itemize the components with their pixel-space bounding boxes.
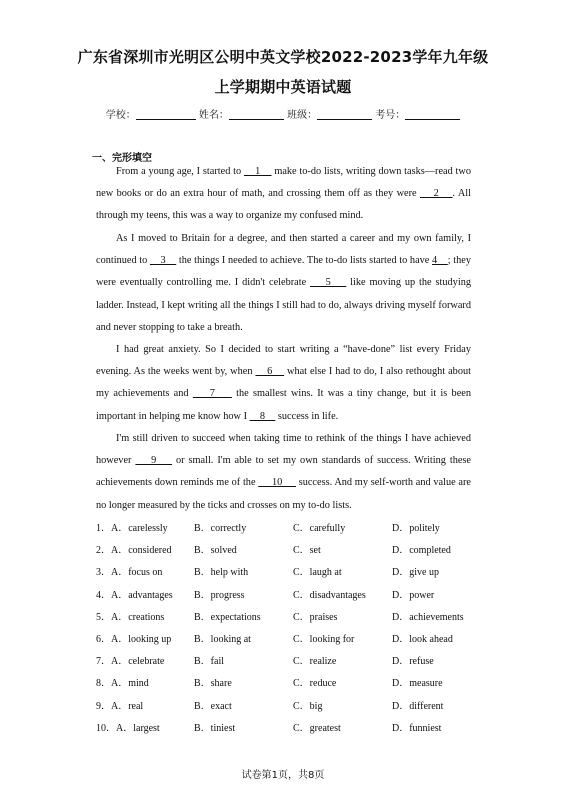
class-label: 班级：	[287, 110, 318, 121]
name-label: 姓名：	[198, 110, 229, 121]
passage-text: From a young age, I started to	[116, 166, 244, 177]
option-b[interactable]: B．solved	[194, 545, 237, 557]
option-a[interactable]: 3．A．focus on	[96, 567, 163, 579]
option-c[interactable]: C．looking for	[293, 633, 355, 645]
option-d[interactable]: D．give up	[392, 567, 439, 579]
question-options-row	[96, 651, 496, 673]
question-options-row	[96, 629, 496, 651]
option-d[interactable]: D．refuse	[392, 656, 434, 668]
passage-text: what else I had to do, I also rethought about my achievements and	[96, 366, 471, 400]
option-c[interactable]: C．set	[293, 545, 321, 557]
answer-blank[interactable]: 9	[135, 455, 173, 467]
page-footer: 试卷第1页，共8页	[241, 770, 325, 781]
option-b[interactable]: B．help with	[194, 567, 249, 579]
section-title: 一、完形填空	[92, 153, 152, 164]
option-d[interactable]: D．different	[392, 700, 444, 712]
option-c[interactable]: C．realize	[293, 656, 337, 668]
option-d[interactable]: D．politely	[392, 523, 440, 534]
question-options-row	[96, 718, 496, 740]
option-d[interactable]: D．achievements	[392, 611, 464, 623]
option-c[interactable]: C．carefully	[293, 523, 346, 534]
question-options-row	[96, 585, 496, 607]
option-b[interactable]: B．fail	[194, 656, 224, 668]
exam-no-label: 考号：	[375, 110, 406, 121]
passage-text: or small. I'm able to set my own standards of success. Writing these achievements down reminds me of the	[96, 455, 471, 489]
passage-paragraph	[96, 161, 471, 228]
question-options-row	[96, 607, 496, 629]
options-list	[96, 518, 496, 740]
answer-blank[interactable]: 8	[249, 410, 276, 422]
answer-blank[interactable]: 5	[310, 277, 347, 289]
answer-blank[interactable]: 1	[243, 166, 272, 177]
option-d[interactable]: D．funniest	[392, 722, 442, 734]
answer-blank[interactable]: 6	[255, 366, 285, 378]
question-options-row	[96, 518, 496, 540]
school-label: 学校：	[105, 110, 136, 121]
option-c[interactable]: C．big	[293, 700, 323, 712]
option-c[interactable]: C．laugh at	[293, 567, 342, 579]
option-d[interactable]: D．measure	[392, 678, 443, 690]
passage-text: I had great anxiety. So I decided to start writing a “have-done” list every Friday evening. As the weeks went by, when	[96, 344, 471, 378]
student-info-row	[0, 106, 566, 121]
option-c[interactable]: C．disadvantages	[293, 589, 366, 601]
question-options-row	[96, 562, 496, 584]
option-b[interactable]: B．share	[194, 678, 232, 690]
option-a[interactable]: 1．A．carelessly	[96, 523, 168, 534]
option-a[interactable]: 6．A．looking up	[96, 633, 172, 645]
exam-no-blank[interactable]	[405, 109, 460, 120]
answer-blank[interactable]: 3	[149, 255, 177, 267]
passage-text: . All through my teens, this was a way to organize my confused mind.	[96, 188, 471, 222]
option-b[interactable]: B．tiniest	[194, 722, 236, 734]
passage-text: the things I needed to achieve. The to-do lists started to have	[176, 255, 433, 267]
name-blank[interactable]	[229, 109, 284, 120]
question-options-row	[96, 696, 496, 718]
option-a[interactable]: 5．A．creations	[96, 611, 165, 623]
option-c[interactable]: C．greatest	[293, 722, 341, 734]
option-d[interactable]: D．completed	[392, 545, 451, 557]
passage-paragraph	[96, 228, 471, 339]
passage-text: ; they were eventually controlling me. I didn't celebrate	[96, 255, 471, 289]
option-a[interactable]: 4．A．advantages	[96, 589, 173, 601]
question-options-row	[96, 673, 496, 695]
passage-text: I'm still driven to succeed when taking time to rethink of the things I have achieved however	[96, 433, 471, 467]
option-a[interactable]: 7．A．celebrate	[96, 656, 165, 668]
answer-blank[interactable]: 7	[192, 388, 232, 400]
passage-text: success. And my self-worth and value are no longer measured by the ticks and crosses on my to-do lists.	[96, 477, 471, 511]
passage-paragraph	[96, 339, 471, 428]
option-a[interactable]: 10．A．largest	[96, 722, 160, 734]
class-blank[interactable]	[317, 109, 372, 120]
answer-blank[interactable]: 10	[258, 477, 296, 489]
passage-text: the smallest wins. It was a tiny change, but it is been important in helping me know how I	[96, 388, 471, 422]
option-d[interactable]: D．power	[392, 589, 435, 601]
passage-paragraph	[96, 428, 471, 517]
option-b[interactable]: B．progress	[194, 589, 245, 601]
answer-blank[interactable]: 4	[432, 255, 448, 267]
exam-title-line1: 广东省深圳市光明区公明中英文学校2022-2023学年九年级	[77, 48, 489, 66]
option-b[interactable]: B．expectations	[194, 611, 261, 623]
school-blank[interactable]	[136, 109, 196, 120]
option-b[interactable]: B．correctly	[194, 523, 247, 534]
option-c[interactable]: C．reduce	[293, 678, 337, 690]
option-d[interactable]: D．look ahead	[392, 633, 453, 645]
option-a[interactable]: 2．A．considered	[96, 545, 172, 557]
option-a[interactable]: 9．A．real	[96, 700, 144, 712]
option-c[interactable]: C．praises	[293, 611, 338, 623]
question-options-row	[96, 540, 496, 562]
passage-text: make to-do lists, writing down tasks—read two new books or do an extra hour of math, and crossing them off as they were	[96, 166, 471, 200]
exam-title-line2: 上学期期中英语试题	[214, 78, 352, 96]
passage-text: like moving up the studying ladder. Instead, I kept writing all the things I still had to do, always driving myself forward and never stopping to take a breath.	[96, 277, 471, 333]
option-b[interactable]: B．looking at	[194, 633, 251, 645]
option-b[interactable]: B．exact	[194, 700, 232, 712]
option-a[interactable]: 8．A．mind	[96, 678, 149, 690]
passage-text: success in life.	[275, 410, 339, 422]
passage-text: As I moved to Britain for a degree, and then started a career and my own family, I continued to	[96, 233, 471, 267]
answer-blank[interactable]: 2	[420, 188, 453, 200]
